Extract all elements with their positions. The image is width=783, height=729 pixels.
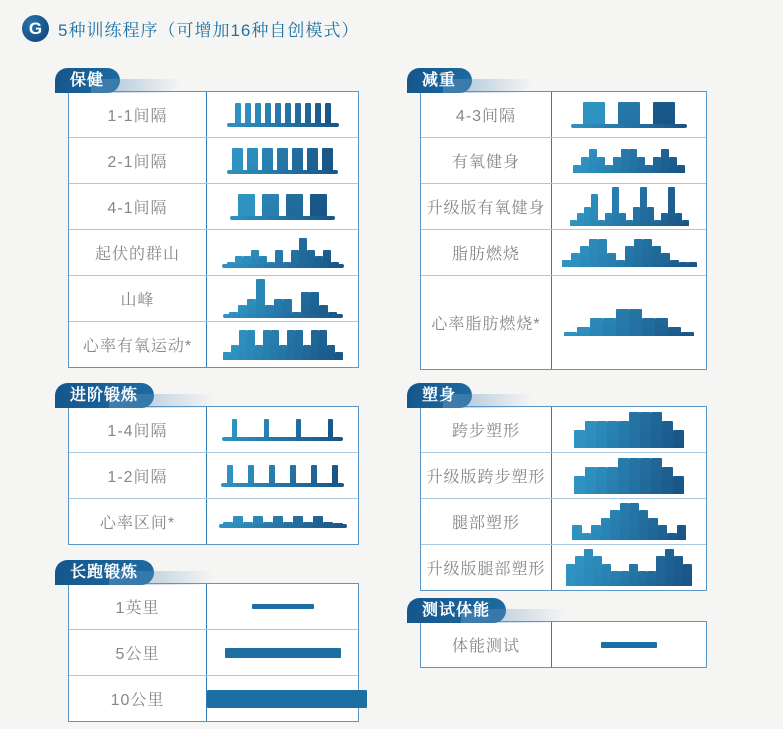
intensity-pattern-cell (552, 545, 706, 590)
pattern-graphic (207, 690, 367, 708)
pattern-graphic (222, 238, 344, 268)
table-row (421, 544, 706, 590)
section-long-run (68, 564, 359, 722)
table-row (69, 92, 358, 137)
intensity-pattern-cell (207, 453, 358, 498)
program-label: 4-1间隔 (69, 184, 207, 229)
pattern-graphic (574, 412, 684, 448)
pattern-graphic (222, 419, 343, 441)
program-label: 4-3间隔 (421, 92, 552, 137)
intensity-pattern-cell (552, 622, 706, 667)
program-label: 腿部塑形 (421, 499, 552, 544)
intensity-pattern-cell (552, 138, 706, 183)
pattern-graphic (601, 642, 657, 648)
program-label: 跨步塑形 (421, 407, 552, 452)
intensity-pattern-cell (207, 630, 358, 675)
section-badge-long-run: 长跑锻炼 (55, 560, 154, 585)
program-label: 2-1间隔 (69, 138, 207, 183)
intensity-pattern-cell (552, 499, 706, 544)
pattern-graphic (221, 465, 344, 487)
long-run-table (69, 584, 358, 721)
program-label: 心率有氧运动* (69, 322, 207, 367)
table-row (421, 275, 706, 369)
body-shaping-table (421, 407, 706, 590)
pattern-graphic (252, 604, 314, 609)
section-body-shaping (420, 387, 707, 591)
intensity-pattern-cell (552, 184, 706, 229)
pattern-graphic (230, 194, 335, 220)
program-label: 升级版有氧健身 (421, 184, 552, 229)
intensity-pattern-cell (207, 276, 358, 321)
pattern-graphic (227, 103, 339, 127)
program-label: 山峰 (69, 276, 207, 321)
intensity-pattern-cell (207, 230, 358, 275)
program-label: 起伏的群山 (69, 230, 207, 275)
pattern-graphic (573, 149, 685, 173)
section-badge-health: 保健 (55, 68, 120, 93)
program-label: 有氧健身 (421, 138, 552, 183)
program-label: 升级版腿部塑形 (421, 545, 552, 590)
pattern-graphic (225, 648, 341, 658)
fitness-test-table (421, 622, 706, 667)
program-label: 1-1间隔 (69, 92, 207, 137)
section-badge-fitness-test: 测试体能 (407, 598, 506, 623)
intensity-pattern-cell (552, 230, 706, 275)
pattern-graphic (572, 503, 686, 541)
program-label: 心率脂肪燃烧* (421, 276, 552, 369)
table-row (69, 452, 358, 498)
page-header (22, 15, 359, 42)
intensity-pattern-cell (552, 92, 706, 137)
section-badge-advanced: 进阶锻炼 (55, 383, 154, 408)
intensity-pattern-cell (207, 92, 358, 137)
intensity-pattern-cell (207, 407, 358, 452)
table-row (69, 321, 358, 367)
intensity-pattern-cell (207, 138, 358, 183)
advanced-table (69, 407, 358, 544)
weight-loss-table (421, 92, 706, 369)
program-label: 脂肪燃烧 (421, 230, 552, 275)
program-label: 1英里 (69, 584, 207, 629)
pattern-graphic (574, 458, 684, 494)
table-row (69, 498, 358, 544)
program-label: 1-4间隔 (69, 407, 207, 452)
pattern-graphic (223, 279, 343, 318)
intensity-pattern-cell (207, 184, 358, 229)
intensity-pattern-cell (552, 276, 706, 369)
table-row (69, 229, 358, 275)
section-badge-body-shaping: 塑身 (407, 383, 472, 408)
intensity-pattern-cell (207, 322, 358, 367)
brand-logo-icon: G (22, 15, 49, 42)
section-fitness-test (420, 602, 707, 668)
table-row (69, 275, 358, 321)
section-badge-weight-loss: 减重 (407, 68, 472, 93)
section-health (68, 72, 359, 368)
intensity-pattern-cell (207, 499, 358, 544)
health-table (69, 92, 358, 367)
table-row (421, 622, 706, 667)
pattern-graphic (562, 239, 697, 267)
table-row (69, 629, 358, 675)
section-advanced (68, 387, 359, 545)
page-title: 5种训练程序（可增加16种自创模式） (58, 21, 360, 40)
pattern-graphic (219, 516, 347, 528)
table-row (421, 137, 706, 183)
intensity-pattern-cell (207, 584, 358, 629)
table-row (69, 675, 358, 721)
program-label: 5公里 (69, 630, 207, 675)
table-row (69, 183, 358, 229)
program-label: 心率区间* (69, 499, 207, 544)
table-row (421, 407, 706, 452)
table-row (421, 452, 706, 498)
program-label: 升级版跨步塑形 (421, 453, 552, 498)
intensity-pattern-cell (552, 453, 706, 498)
section-weight-loss (420, 72, 707, 370)
table-row (69, 137, 358, 183)
intensity-pattern-cell (552, 407, 706, 452)
program-label: 体能测试 (421, 622, 552, 667)
table-row (421, 229, 706, 275)
table-row (69, 584, 358, 629)
table-row (69, 407, 358, 452)
pattern-graphic (571, 102, 687, 128)
program-label: 1-2间隔 (69, 453, 207, 498)
pattern-graphic (570, 187, 689, 226)
intensity-pattern-cell (207, 676, 367, 721)
pattern-graphic (564, 309, 694, 336)
table-row (421, 498, 706, 544)
program-label: 10公里 (69, 676, 207, 721)
pattern-graphic (227, 148, 338, 174)
pattern-graphic (223, 330, 343, 360)
table-row (421, 183, 706, 229)
pattern-graphic (566, 549, 692, 587)
table-row (421, 92, 706, 137)
